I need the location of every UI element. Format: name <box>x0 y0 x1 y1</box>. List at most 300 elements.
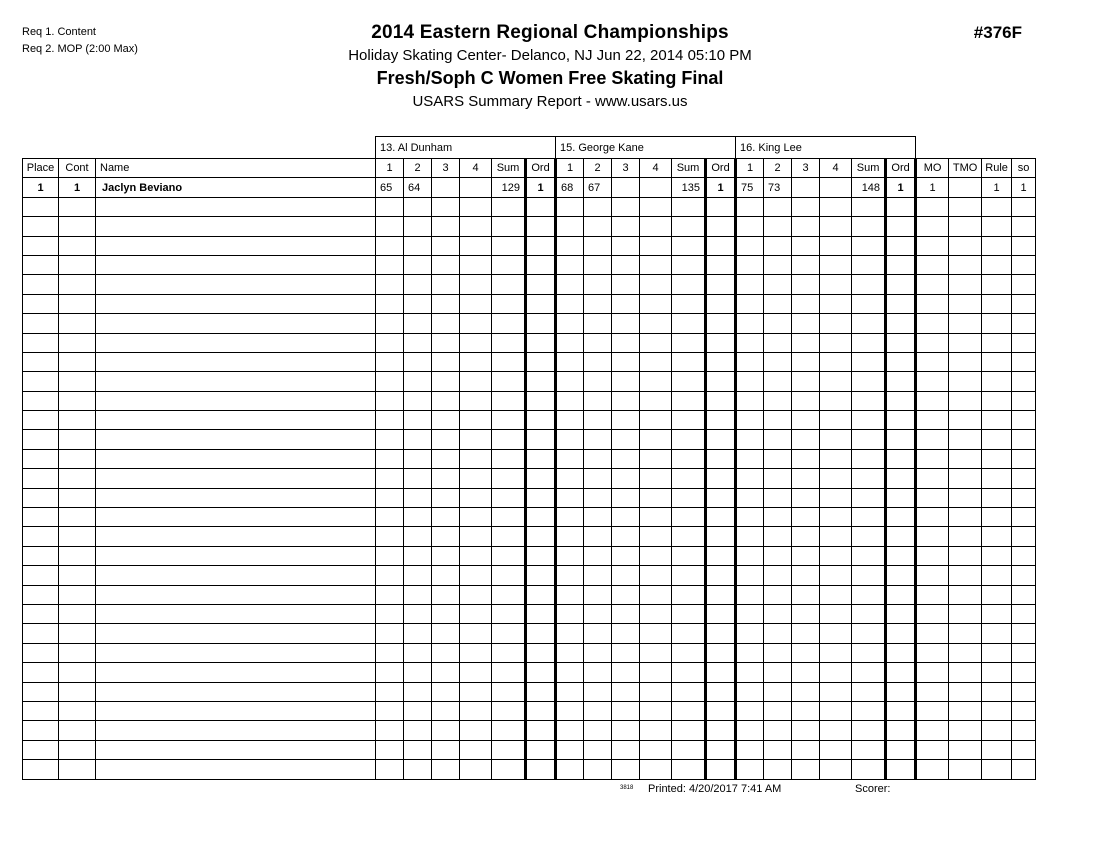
empty-cell <box>492 469 526 488</box>
empty-cell <box>59 624 96 643</box>
empty-cell <box>852 294 886 313</box>
empty-cell <box>23 294 59 313</box>
empty-cell <box>556 624 584 643</box>
empty-cell <box>672 682 706 701</box>
empty-cell <box>492 391 526 410</box>
empty-cell <box>432 546 460 565</box>
empty-cell <box>432 469 460 488</box>
empty-cell <box>612 411 640 430</box>
empty-cell <box>492 236 526 255</box>
empty-row <box>23 333 1036 352</box>
empty-cell <box>640 449 672 468</box>
empty-cell <box>1012 449 1036 468</box>
empty-cell <box>916 643 949 662</box>
empty-cell <box>526 488 556 507</box>
empty-cell <box>1012 721 1036 740</box>
empty-cell <box>432 333 460 352</box>
cell-cont: 1 <box>59 178 96 197</box>
empty-cell <box>59 604 96 623</box>
empty-cell <box>376 721 404 740</box>
empty-cell <box>792 333 820 352</box>
empty-cell <box>886 275 916 294</box>
empty-cell <box>949 469 982 488</box>
empty-cell <box>432 508 460 527</box>
empty-cell <box>556 585 584 604</box>
col-header-j3-ord: Ord <box>886 159 916 178</box>
empty-cell <box>96 449 376 468</box>
empty-cell <box>916 663 949 682</box>
empty-cell <box>584 449 612 468</box>
empty-cell <box>492 701 526 720</box>
empty-cell <box>852 740 886 759</box>
empty-cell <box>706 333 736 352</box>
empty-cell <box>376 624 404 643</box>
empty-cell <box>982 740 1012 759</box>
empty-cell <box>916 508 949 527</box>
empty-cell <box>556 566 584 585</box>
empty-cell <box>820 469 852 488</box>
empty-cell <box>820 527 852 546</box>
empty-cell <box>584 701 612 720</box>
empty-row <box>23 604 1036 623</box>
empty-cell <box>460 469 492 488</box>
empty-cell <box>820 760 852 779</box>
empty-cell <box>376 275 404 294</box>
empty-cell <box>736 391 764 410</box>
empty-cell <box>612 566 640 585</box>
empty-cell <box>736 411 764 430</box>
empty-cell <box>886 760 916 779</box>
empty-cell <box>706 449 736 468</box>
empty-cell <box>612 508 640 527</box>
empty-cell <box>584 352 612 371</box>
empty-cell <box>949 643 982 662</box>
empty-cell <box>736 643 764 662</box>
empty-cell <box>376 760 404 779</box>
empty-cell <box>672 508 706 527</box>
empty-cell <box>852 352 886 371</box>
empty-row <box>23 566 1036 585</box>
empty-row <box>23 527 1036 546</box>
empty-cell <box>584 294 612 313</box>
empty-cell <box>792 236 820 255</box>
empty-cell <box>59 411 96 430</box>
empty-cell <box>432 604 460 623</box>
col-header-j2-2: 2 <box>584 159 612 178</box>
empty-cell <box>612 275 640 294</box>
empty-cell <box>460 372 492 391</box>
empty-cell <box>526 197 556 216</box>
empty-cell <box>736 217 764 236</box>
empty-cell <box>949 682 982 701</box>
empty-cell <box>376 314 404 333</box>
col-header-tmo: TMO <box>949 159 982 178</box>
empty-cell <box>852 411 886 430</box>
empty-cell <box>612 760 640 779</box>
empty-cell <box>672 721 706 740</box>
empty-cell <box>886 721 916 740</box>
empty-cell <box>982 508 1012 527</box>
empty-cell <box>982 663 1012 682</box>
empty-cell <box>404 624 432 643</box>
empty-cell <box>982 372 1012 391</box>
cell-j1-score-3 <box>432 178 460 197</box>
empty-cell <box>706 275 736 294</box>
empty-cell <box>1012 255 1036 274</box>
empty-cell <box>404 682 432 701</box>
empty-cell <box>404 294 432 313</box>
empty-cell <box>672 760 706 779</box>
empty-cell <box>23 449 59 468</box>
empty-cell <box>706 294 736 313</box>
empty-cell <box>59 333 96 352</box>
empty-cell <box>982 643 1012 662</box>
empty-cell <box>612 294 640 313</box>
empty-row <box>23 411 1036 430</box>
empty-cell <box>556 255 584 274</box>
empty-cell <box>584 255 612 274</box>
empty-cell <box>736 449 764 468</box>
empty-cell <box>640 643 672 662</box>
empty-cell <box>1012 197 1036 216</box>
empty-cell <box>59 255 96 274</box>
empty-cell <box>584 217 612 236</box>
empty-cell <box>59 508 96 527</box>
empty-cell <box>96 333 376 352</box>
empty-cell <box>916 760 949 779</box>
empty-cell <box>460 314 492 333</box>
empty-cell <box>982 255 1012 274</box>
empty-cell <box>460 701 492 720</box>
empty-cell <box>640 682 672 701</box>
empty-cell <box>432 449 460 468</box>
empty-cell <box>886 604 916 623</box>
empty-cell <box>96 643 376 662</box>
empty-cell <box>59 430 96 449</box>
empty-cell <box>792 275 820 294</box>
empty-cell <box>852 663 886 682</box>
empty-cell <box>1012 294 1036 313</box>
empty-cell <box>764 740 792 759</box>
empty-row <box>23 721 1036 740</box>
empty-cell <box>526 546 556 565</box>
empty-cell <box>764 275 792 294</box>
empty-cell <box>376 391 404 410</box>
empty-cell <box>949 236 982 255</box>
empty-cell <box>612 372 640 391</box>
empty-cell <box>492 546 526 565</box>
empty-row <box>23 294 1036 313</box>
empty-cell <box>820 255 852 274</box>
empty-cell <box>96 585 376 604</box>
empty-cell <box>820 488 852 507</box>
printed-timestamp: Printed: 4/20/2017 7:41 AM <box>648 783 782 795</box>
empty-cell <box>460 604 492 623</box>
empty-cell <box>460 585 492 604</box>
empty-cell <box>59 546 96 565</box>
empty-cell <box>764 604 792 623</box>
empty-cell <box>852 217 886 236</box>
empty-cell <box>612 314 640 333</box>
empty-cell <box>792 604 820 623</box>
empty-cell <box>672 217 706 236</box>
empty-cell <box>949 740 982 759</box>
empty-cell <box>792 217 820 236</box>
empty-cell <box>376 430 404 449</box>
empty-cell <box>96 255 376 274</box>
empty-cell <box>556 643 584 662</box>
empty-cell <box>59 197 96 216</box>
empty-cell <box>886 352 916 371</box>
empty-cell <box>916 740 949 759</box>
empty-cell <box>376 352 404 371</box>
empty-cell <box>820 721 852 740</box>
empty-cell <box>640 760 672 779</box>
empty-cell <box>820 643 852 662</box>
empty-cell <box>1012 701 1036 720</box>
empty-cell <box>916 566 949 585</box>
empty-cell <box>404 275 432 294</box>
empty-cell <box>982 391 1012 410</box>
event-number: #376F <box>973 23 1022 42</box>
empty-cell <box>672 275 706 294</box>
empty-cell <box>820 294 852 313</box>
empty-cell <box>23 352 59 371</box>
empty-cell <box>526 430 556 449</box>
empty-cell <box>640 701 672 720</box>
empty-cell <box>492 721 526 740</box>
empty-cell <box>460 236 492 255</box>
empty-cell <box>916 372 949 391</box>
empty-cell <box>736 275 764 294</box>
empty-cell <box>916 411 949 430</box>
empty-cell <box>886 585 916 604</box>
empty-row <box>23 585 1036 604</box>
empty-cell <box>706 643 736 662</box>
empty-cell <box>584 721 612 740</box>
empty-cell <box>949 604 982 623</box>
empty-cell <box>460 255 492 274</box>
empty-row <box>23 197 1036 216</box>
empty-cell <box>584 643 612 662</box>
empty-cell <box>1012 546 1036 565</box>
empty-cell <box>949 333 982 352</box>
empty-cell <box>59 721 96 740</box>
empty-cell <box>59 449 96 468</box>
empty-cell <box>672 546 706 565</box>
col-header-j2-1: 1 <box>556 159 584 178</box>
empty-cell <box>460 411 492 430</box>
empty-cell <box>706 682 736 701</box>
empty-cell <box>672 643 706 662</box>
empty-cell <box>982 333 1012 352</box>
empty-row <box>23 682 1036 701</box>
empty-cell <box>852 236 886 255</box>
empty-cell <box>404 701 432 720</box>
empty-cell <box>556 197 584 216</box>
empty-cell <box>640 236 672 255</box>
empty-cell <box>492 255 526 274</box>
empty-cell <box>886 643 916 662</box>
empty-cell <box>526 740 556 759</box>
empty-cell <box>404 643 432 662</box>
empty-cell <box>949 624 982 643</box>
empty-cell <box>96 217 376 236</box>
empty-cell <box>432 585 460 604</box>
empty-cell <box>376 372 404 391</box>
empty-cell <box>736 197 764 216</box>
empty-cell <box>1012 740 1036 759</box>
empty-cell <box>949 411 982 430</box>
empty-cell <box>852 604 886 623</box>
judge-row-spacer-right <box>916 137 1036 159</box>
empty-cell <box>672 255 706 274</box>
empty-cell <box>59 527 96 546</box>
empty-cell <box>1012 314 1036 333</box>
cell-j1-score-2: 64 <box>404 178 432 197</box>
empty-cell <box>982 760 1012 779</box>
empty-cell <box>23 430 59 449</box>
empty-cell <box>59 643 96 662</box>
empty-cell <box>460 294 492 313</box>
cell-j2-ord: 1 <box>706 178 736 197</box>
col-header-j2-3: 3 <box>612 159 640 178</box>
empty-cell <box>492 275 526 294</box>
empty-cell <box>852 624 886 643</box>
empty-cell <box>764 255 792 274</box>
empty-cell <box>404 372 432 391</box>
empty-cell <box>672 469 706 488</box>
empty-cell <box>852 197 886 216</box>
venue-date-line: Holiday Skating Center- Delanco, NJ Jun 22, 2014 05:10 PM <box>348 47 752 64</box>
empty-cell <box>852 469 886 488</box>
empty-cell <box>640 624 672 643</box>
empty-cell <box>982 236 1012 255</box>
empty-cell <box>764 701 792 720</box>
empty-cell <box>736 508 764 527</box>
empty-cell <box>376 740 404 759</box>
empty-cell <box>672 236 706 255</box>
empty-cell <box>96 527 376 546</box>
empty-cell <box>96 294 376 313</box>
empty-cell <box>736 740 764 759</box>
empty-cell <box>404 391 432 410</box>
empty-cell <box>59 566 96 585</box>
col-header-j2-sum: Sum <box>672 159 706 178</box>
empty-cell <box>916 546 949 565</box>
empty-cell <box>526 527 556 546</box>
empty-cell <box>23 624 59 643</box>
empty-cell <box>764 469 792 488</box>
empty-cell <box>640 721 672 740</box>
empty-row <box>23 352 1036 371</box>
empty-cell <box>376 527 404 546</box>
empty-cell <box>584 527 612 546</box>
skater-row <box>23 178 1036 197</box>
empty-cell <box>584 430 612 449</box>
empty-cell <box>916 275 949 294</box>
empty-cell <box>982 546 1012 565</box>
empty-cell <box>432 721 460 740</box>
empty-cell <box>949 275 982 294</box>
empty-cell <box>556 527 584 546</box>
empty-cell <box>792 682 820 701</box>
empty-cell <box>792 585 820 604</box>
empty-cell <box>764 508 792 527</box>
empty-cell <box>852 682 886 701</box>
empty-cell <box>949 508 982 527</box>
col-header-cont: Cont <box>59 159 96 178</box>
empty-cell <box>640 217 672 236</box>
empty-cell <box>612 682 640 701</box>
empty-cell <box>820 449 852 468</box>
empty-cell <box>432 411 460 430</box>
empty-cell <box>982 217 1012 236</box>
empty-cell <box>96 663 376 682</box>
empty-cell <box>852 643 886 662</box>
empty-cell <box>949 701 982 720</box>
empty-cell <box>820 352 852 371</box>
empty-cell <box>736 527 764 546</box>
empty-cell <box>852 275 886 294</box>
empty-cell <box>949 546 982 565</box>
empty-cell <box>706 566 736 585</box>
empty-cell <box>852 585 886 604</box>
empty-cell <box>584 624 612 643</box>
empty-cell <box>672 624 706 643</box>
empty-cell <box>1012 430 1036 449</box>
empty-cell <box>820 430 852 449</box>
empty-cell <box>916 682 949 701</box>
cell-j3-score-2: 73 <box>764 178 792 197</box>
empty-cell <box>376 255 404 274</box>
empty-cell <box>706 430 736 449</box>
empty-cell <box>23 372 59 391</box>
empty-cell <box>59 760 96 779</box>
event-title: Fresh/Soph C Women Free Skating Final <box>376 68 724 88</box>
empty-cell <box>612 701 640 720</box>
empty-cell <box>949 255 982 274</box>
empty-cell <box>526 663 556 682</box>
empty-cell <box>96 411 376 430</box>
empty-cell <box>492 682 526 701</box>
empty-cell <box>584 391 612 410</box>
empty-cell <box>1012 624 1036 643</box>
empty-cell <box>376 236 404 255</box>
empty-cell <box>96 275 376 294</box>
empty-cell <box>672 197 706 216</box>
empty-cell <box>612 721 640 740</box>
empty-cell <box>404 352 432 371</box>
empty-cell <box>672 604 706 623</box>
empty-cell <box>916 469 949 488</box>
empty-cell <box>736 430 764 449</box>
empty-cell <box>556 411 584 430</box>
empty-cell <box>916 236 949 255</box>
empty-cell <box>23 721 59 740</box>
empty-cell <box>852 372 886 391</box>
empty-cell <box>982 197 1012 216</box>
empty-cell <box>584 760 612 779</box>
empty-cell <box>376 294 404 313</box>
empty-cell <box>23 760 59 779</box>
empty-cell <box>886 372 916 391</box>
empty-cell <box>672 352 706 371</box>
empty-cell <box>59 488 96 507</box>
judge-3-label: 16. King Lee <box>736 137 916 159</box>
empty-cell <box>492 740 526 759</box>
empty-cell <box>820 546 852 565</box>
